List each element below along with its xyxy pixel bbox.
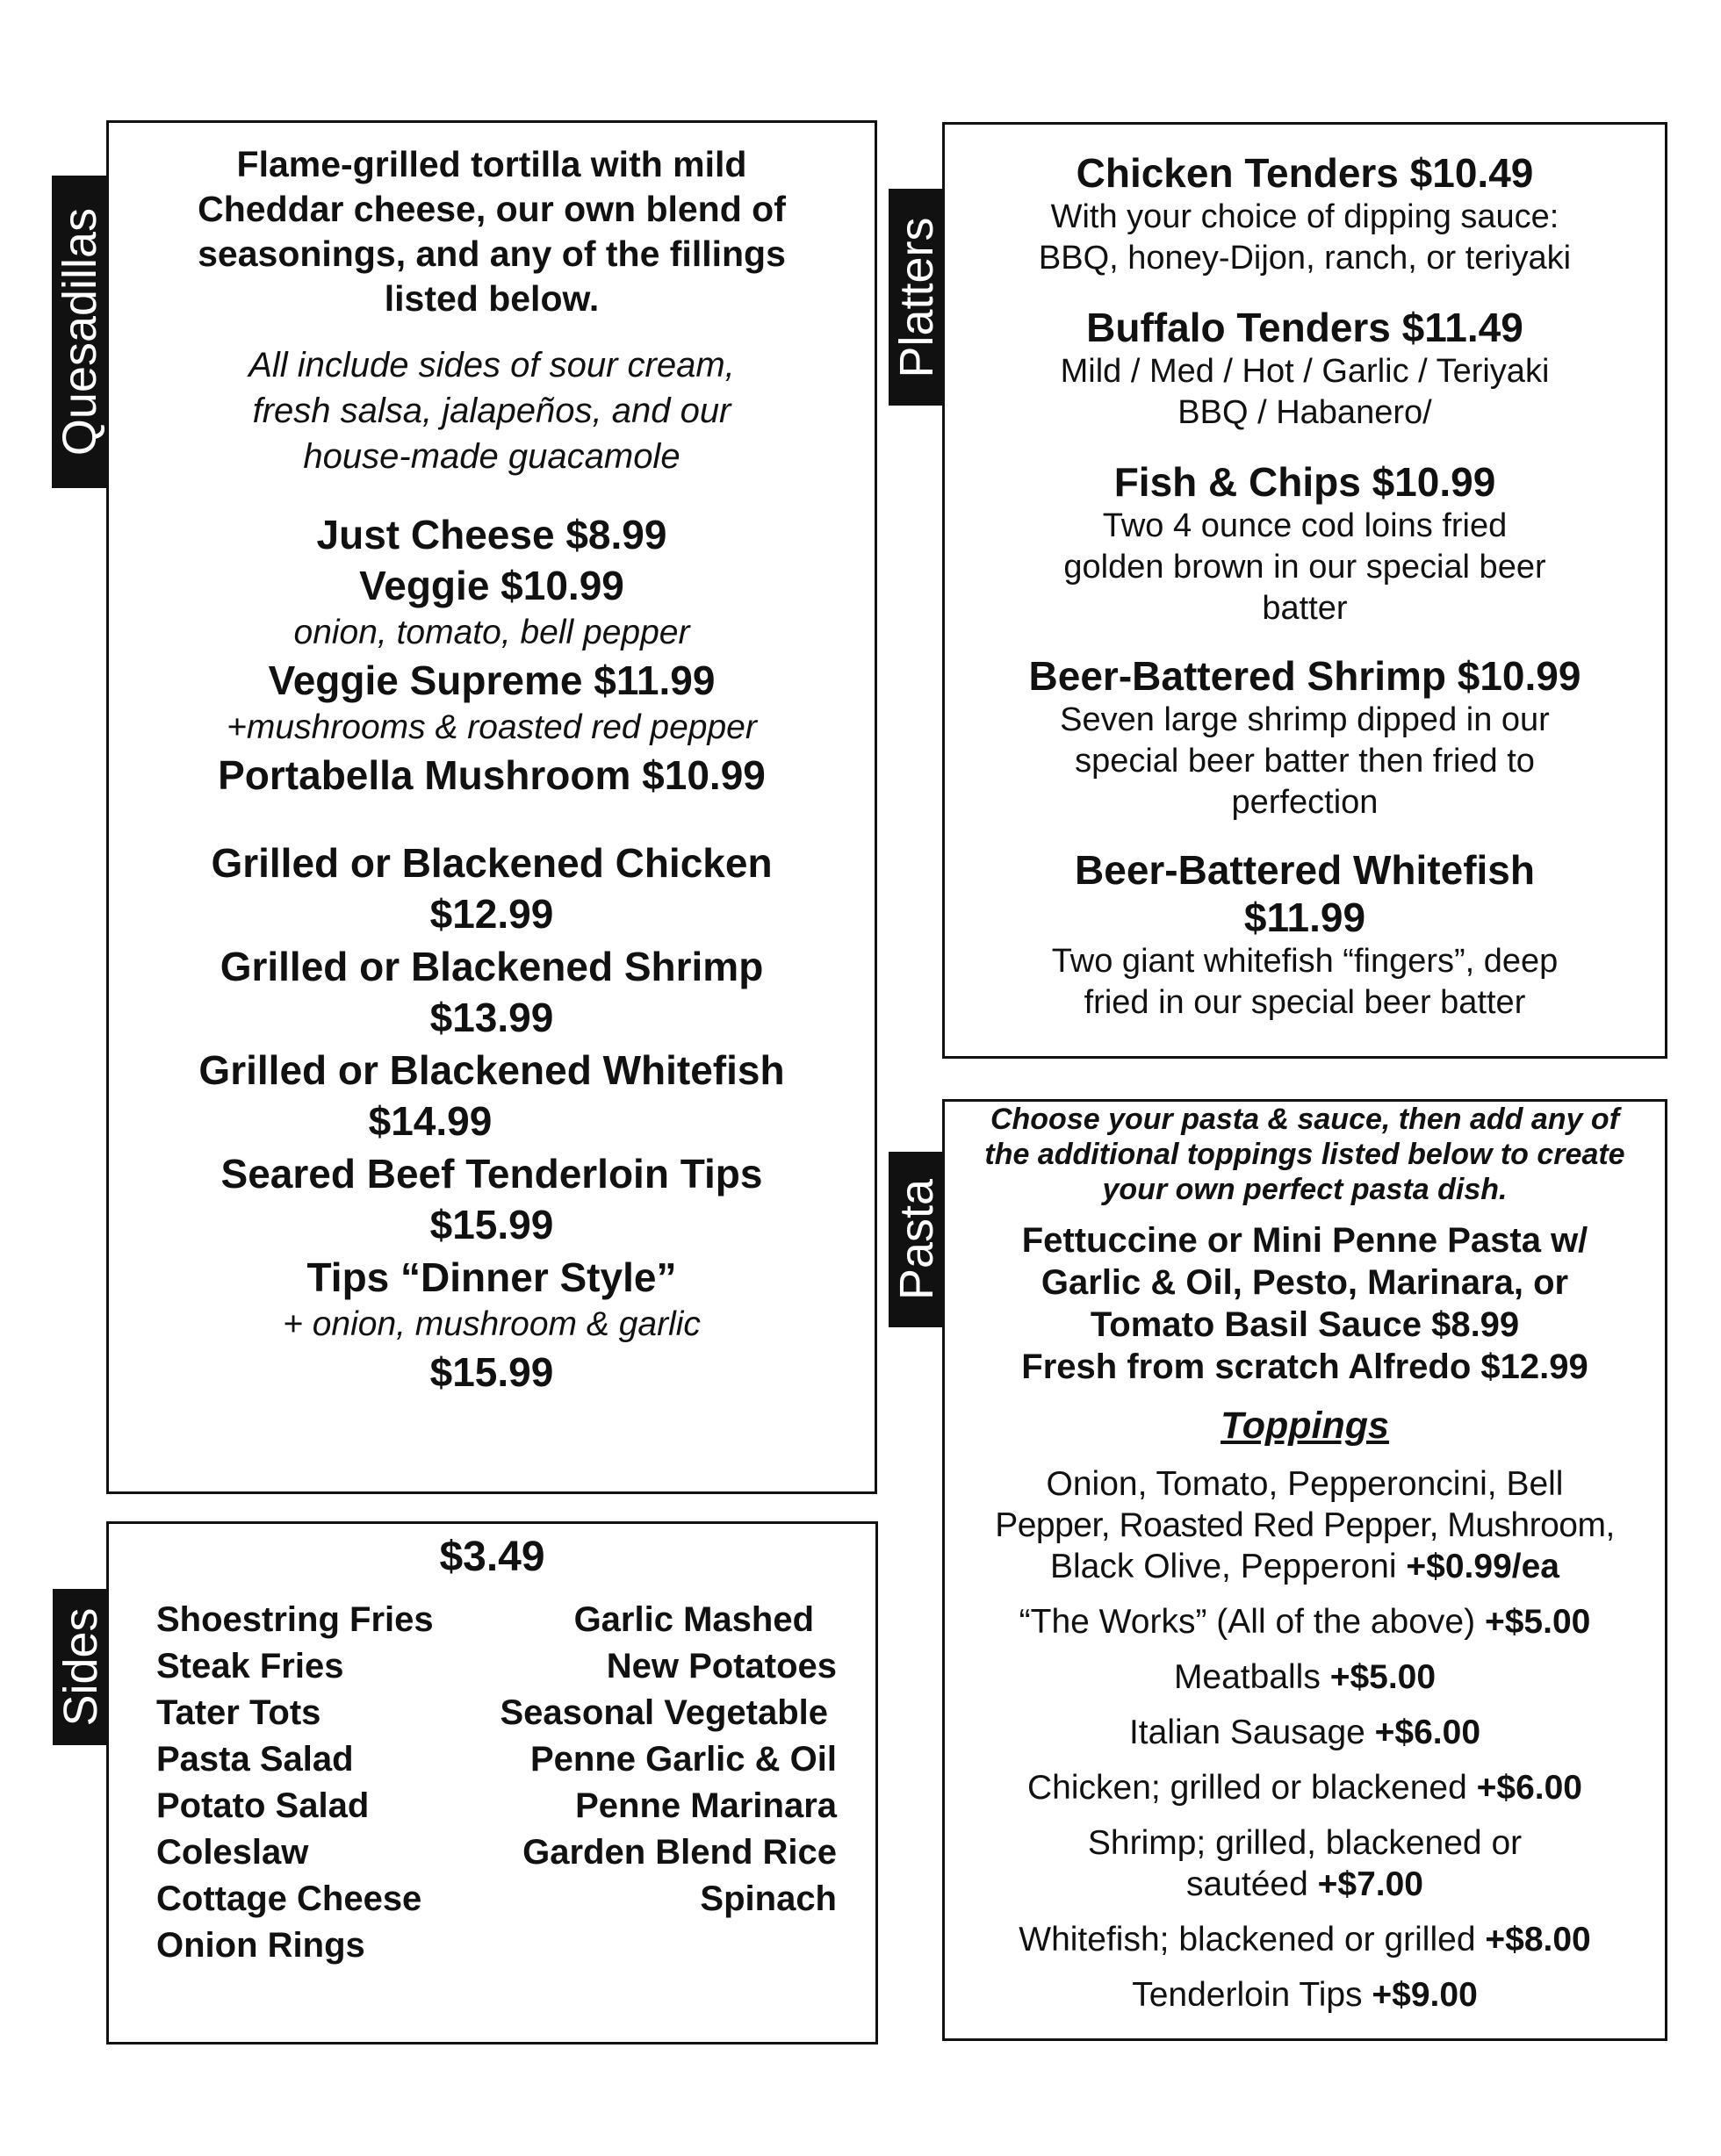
menu-item-desc: fried in our special beer batter — [1084, 984, 1526, 1021]
toppings-price: +$0.99/ea — [1406, 1548, 1559, 1585]
pasta-main-line: Garlic & Oil, Pesto, Marinara, or — [1041, 1263, 1569, 1302]
menu-item-beef-price: $15.99 — [429, 1202, 554, 1247]
side-item: Onion Rings — [156, 1926, 365, 1965]
quesadillas-intro-line: listed below. — [384, 278, 600, 319]
menu-item-desc: BBQ / Habanero/ — [1177, 394, 1432, 431]
extra-label: sautéed — [1186, 1865, 1318, 1903]
extra-price: +$7.00 — [1317, 1865, 1423, 1903]
quesadillas-note-line: fresh salsa, jalapeños, and our — [252, 392, 731, 430]
menu-item-desc: With your choice of dipping sauce: — [1050, 198, 1559, 235]
extra-label: Meatballs — [1173, 1658, 1330, 1696]
pasta-main-line: Fresh from scratch Alfredo $12.99 — [1021, 1348, 1588, 1386]
extra-label: Chicken; grilled or blackened — [1027, 1769, 1477, 1807]
extra-label: Tenderloin Tips — [1132, 1976, 1372, 2014]
menu-item-desc: batter — [1262, 590, 1348, 627]
extra-price: +$6.00 — [1374, 1714, 1481, 1751]
menu-item-desc: Two 4 ounce cod loins fried — [1102, 507, 1508, 544]
extra-price: +$5.00 — [1329, 1658, 1437, 1696]
quesadillas-section — [106, 120, 877, 1494]
pasta-section — [942, 1099, 1667, 2041]
menu-item-chicken: Grilled or Blackened Chicken — [211, 840, 773, 886]
side-item: Coleslaw — [156, 1833, 309, 1872]
sides-tab: Sides — [53, 1589, 108, 1745]
side-item: Garden Blend Rice — [522, 1833, 837, 1872]
menu-item-tips-price: $15.99 — [429, 1349, 554, 1395]
pasta-main-line: Fettuccine or Mini Penne Pasta w/ — [1021, 1221, 1588, 1260]
side-item: Spinach — [700, 1879, 837, 1918]
sides-price: $3.49 — [439, 1534, 545, 1580]
extra-label: “The Works” (All of the above) — [1019, 1603, 1485, 1641]
menu-item-shrimp-price: $13.99 — [429, 995, 554, 1040]
quesadillas-intro-line: seasonings, and any of the fillings — [198, 234, 786, 274]
menu-item-fish-chips: Fish & Chips $10.99 — [1113, 459, 1496, 505]
side-item: Garlic Mashed — [573, 1600, 814, 1639]
menu-item-desc: special beer batter then fried to — [1075, 743, 1535, 780]
pasta-tab: Pasta — [889, 1152, 944, 1327]
extra-price: +$9.00 — [1372, 1976, 1478, 2014]
quesadillas-intro-line: Cheddar cheese, our own blend of — [198, 189, 786, 229]
menu-item-chicken-price: $12.99 — [429, 891, 554, 937]
menu-item-beef: Seared Beef Tenderloin Tips — [220, 1151, 763, 1197]
side-item: Tater Tots — [156, 1693, 321, 1732]
side-item: Pasta Salad — [156, 1740, 354, 1779]
quesadillas-tab: Quesadillas — [52, 176, 107, 488]
quesadillas-intro-line: Flame-grilled tortilla with mild — [236, 144, 747, 184]
side-item: Shoestring Fries — [156, 1600, 434, 1639]
menu-item-shrimp: Grilled or Blackened Shrimp — [220, 944, 764, 989]
extra-label: Italian Sausage — [1128, 1714, 1375, 1751]
menu-item-just-cheese: Just Cheese $8.99 — [316, 512, 667, 557]
menu-item-veggie-supreme-desc: +mushrooms & roasted red pepper — [227, 708, 757, 746]
platters-section — [942, 122, 1667, 1059]
menu-item-desc: Two giant whitefish “fingers”, deep — [1051, 943, 1559, 980]
extra-label: Shrimp; grilled, blackened or — [1087, 1824, 1523, 1862]
platters-tab: Platters — [889, 189, 944, 406]
side-item: Penne Marinara — [575, 1786, 837, 1825]
sides-section — [106, 1521, 878, 2045]
pasta-intro-line: your own perfect pasta dish. — [1102, 1173, 1508, 1206]
pasta-intro-line: Choose your pasta & sauce, then add any of — [990, 1103, 1620, 1136]
menu-item-beer-battered-shrimp: Beer-Battered Shrimp $10.99 — [1028, 653, 1581, 699]
menu-item-tips: Tips “Dinner Style” — [306, 1254, 677, 1300]
toppings-list-line: Onion, Tomato, Pepperoncini, Bell — [1046, 1465, 1564, 1503]
menu-item-desc: Mild / Med / Hot / Garlic / Teriyaki — [1060, 353, 1550, 390]
quesadillas-note-line: house-made guacamole — [303, 437, 680, 476]
menu-item-desc: perfection — [1231, 784, 1379, 821]
side-item: Cottage Cheese — [156, 1879, 422, 1918]
toppings-heading: Toppings — [1221, 1405, 1389, 1447]
side-item: Potato Salad — [156, 1786, 370, 1825]
menu-item-buffalo-tenders: Buffalo Tenders $11.49 — [1086, 305, 1523, 350]
menu-item-veggie-desc: onion, tomato, bell pepper — [293, 614, 690, 651]
menu-item-chicken-tenders: Chicken Tenders $10.49 — [1076, 150, 1534, 196]
side-item: Steak Fries — [156, 1647, 344, 1685]
menu-item-veggie: Veggie $10.99 — [359, 563, 624, 608]
side-item: Seasonal Vegetable — [500, 1693, 828, 1732]
menu-item-desc: golden brown in our special beer — [1063, 549, 1546, 586]
pasta-main-line: Tomato Basil Sauce $8.99 — [1090, 1305, 1520, 1344]
menu-item-tips-desc: + onion, mushroom & garlic — [283, 1305, 701, 1343]
menu-item-veggie-supreme: Veggie Supreme $11.99 — [268, 658, 716, 703]
extra-price: +$8.00 — [1485, 1921, 1591, 1958]
extra-price: +$6.00 — [1476, 1769, 1582, 1807]
menu-item-portabella: Portabella Mushroom $10.99 — [218, 752, 766, 798]
pasta-intro-line: the additional toppings listed below to create — [984, 1138, 1625, 1171]
menu-item-desc: Seven large shrimp dipped in our — [1060, 701, 1550, 738]
quesadillas-note-line: All include sides of sour cream, — [248, 346, 735, 384]
menu-item-whitefish: Grilled or Blackened Whitefish — [198, 1047, 785, 1093]
extra-label: Whitefish; blackened or grilled — [1019, 1921, 1486, 1958]
side-item: New Potatoes — [606, 1647, 837, 1685]
extra-price: +$5.00 — [1484, 1603, 1591, 1641]
side-item: Penne Garlic & Oil — [529, 1740, 837, 1779]
toppings-list-line: Pepper, Roasted Red Pepper, Mushroom, — [995, 1506, 1615, 1544]
menu-item-price: $11.99 — [1243, 895, 1366, 940]
menu-item-desc: BBQ, honey-Dijon, ranch, or teriyaki — [1038, 240, 1572, 277]
menu-item-whitefish-price: $14.99 — [368, 1098, 493, 1144]
toppings-list-line: Black Olive, Pepperoni — [1050, 1548, 1397, 1585]
menu-item-beer-battered-whitefish: Beer-Battered Whitefish — [1075, 847, 1535, 893]
